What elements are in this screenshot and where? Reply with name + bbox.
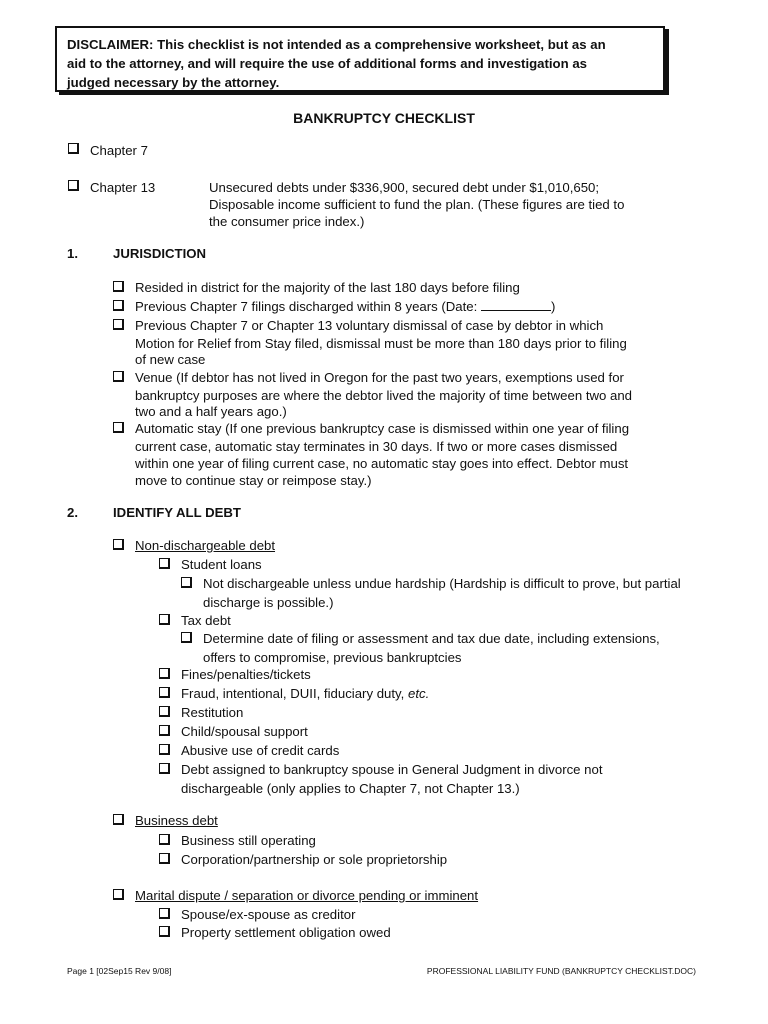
jurisdiction-checkbox-4[interactable] [113,371,124,382]
restitution-checkbox[interactable] [159,706,170,717]
disclaimer-line-2: aid to the attorney, and will require the use of additional forms and investigation as [67,56,588,71]
business-debt-checkbox[interactable] [113,814,124,825]
section1-number: 1. [67,246,78,261]
jurisdiction-item-3-line-1: Previous Chapter 7 or Chapter 13 voluntary dismissal of case by debtor in which [135,318,604,333]
jurisdiction-item-1: Resided in district for the majority of the last 180 days before filing [135,280,520,295]
business-operating-checkbox[interactable] [159,834,170,845]
chapter13-label: Chapter 13 [90,180,156,195]
property-settlement-checkbox[interactable] [159,926,170,937]
tax-debt-label: Tax debt [181,613,231,628]
assigned-debt-line-1: Debt assigned to bankruptcy spouse in General Judgment in divorce not [181,762,603,777]
chapter13-checkbox[interactable] [68,180,79,191]
footer-page-info: Page 1 [02Sep15 Rev 9/08] [67,966,172,976]
section2-number: 2. [67,505,78,520]
support-checkbox[interactable] [159,725,170,736]
fraud-text: Fraud, intentional, DUII, fiduciary duty, [181,686,405,701]
corporation-label: Corporation/partnership or sole proprietorship [181,852,448,867]
jurisdiction-item-5-line-2: current case, automatic stay terminates in 30 days. If two or more cases dismissed [135,439,618,454]
student-note-line-1: Not dischargeable unless undue hardship (Hardship is difficult to prove, but partial [203,576,681,591]
section2-title: IDENTIFY ALL DEBT [113,505,241,520]
student-loans-checkbox[interactable] [159,558,170,569]
jurisdiction-item-2-text: Previous Chapter 7 filings discharged within 8 years (Date: [135,299,478,314]
restitution-label: Restitution [181,705,244,720]
footer-document-name: PROFESSIONAL LIABILITY FUND (BANKRUPTCY CHECKLIST.DOC) [426,966,696,976]
jurisdiction-item-2-close: ) [550,299,556,314]
fines-checkbox[interactable] [159,668,170,679]
assigned-debt-line-2: dischargeable (only applies to Chapter 7, not Chapter 13.) [181,781,520,796]
chapter7-label: Chapter 7 [90,143,148,158]
jurisdiction-item-4-line-2: bankruptcy purposes are where the debtor lived the majority of time between two and [135,388,633,403]
tax-note-line-2: offers to compromise, previous bankruptcies [203,650,462,665]
business-operating-label: Business still operating [181,833,316,848]
spouse-creditor-checkbox[interactable] [159,908,170,919]
jurisdiction-checkbox-2[interactable] [113,300,124,311]
jurisdiction-checkbox-3[interactable] [113,319,124,330]
credit-label: Abusive use of credit cards [181,743,340,758]
jurisdiction-item-4-line-1: Venue (If debtor has not lived in Oregon for the past two years, exemptions used for [135,370,624,385]
nondischargeable-checkbox[interactable] [113,539,124,550]
assigned-debt-checkbox[interactable] [159,763,170,774]
disclaimer-line-1: DISCLAIMER: This checklist is not intended as a comprehensive worksheet, but as an [67,37,606,52]
jurisdiction-item-5-line-1: Automatic stay (If one previous bankruptcy case is dismissed within one year of filing [135,421,630,436]
jurisdiction-item-5-line-3: within one year of filing current case, no automatic stay goes into effect. Debtor must [135,456,629,471]
chapter13-desc-2: Disposable income sufficient to fund the plan. (These figures are tied to [209,197,625,212]
jurisdiction-item-4-line-3: two and a half years ago.) [135,404,287,419]
student-note-checkbox[interactable] [181,577,192,588]
fraud-etc: etc. [407,686,430,701]
tax-debt-checkbox[interactable] [159,614,170,625]
page-title: BANKRUPTCY CHECKLIST [293,110,475,126]
jurisdiction-checkbox-5[interactable] [113,422,124,433]
business-debt-label: Business debt [135,813,218,828]
tax-note-line-1: Determine date of filing or assessment and tax due date, including extensions, [203,631,660,646]
jurisdiction-item-5-line-4: move to continue stay or reimpose stay.) [135,473,372,488]
corporation-checkbox[interactable] [159,853,170,864]
nondischargeable-label: Non-dischargeable debt [135,538,276,553]
student-note-line-2: discharge is possible.) [203,595,334,610]
fraud-label [181,685,429,702]
credit-checkbox[interactable] [159,744,170,755]
property-settlement-label: Property settlement obligation owed [181,925,391,940]
chapter13-desc-3: the consumer price index.) [209,214,365,229]
student-loans-label: Student loans [181,557,262,572]
jurisdiction-item-2 [135,298,555,315]
date-blank-field[interactable] [481,299,551,311]
support-label: Child/spousal support [181,724,308,739]
chapter13-desc-1: Unsecured debts under $336,900, secured debt under $1,010,650; [209,180,600,195]
marital-label: Marital dispute / separation or divorce pending or imminent [135,888,479,903]
fines-label: Fines/penalties/tickets [181,667,311,682]
disclaimer-box [55,26,665,92]
chapter7-checkbox[interactable] [68,143,79,154]
marital-checkbox[interactable] [113,889,124,900]
jurisdiction-item-3-line-2: Motion for Relief from Stay filed, dismissal must be more than 180 days prior to filing [135,336,627,351]
disclaimer-line-3: judged necessary by the attorney. [67,75,280,90]
section1-title: JURISDICTION [113,246,207,261]
spouse-creditor-label: Spouse/ex-spouse as creditor [181,907,356,922]
tax-note-checkbox[interactable] [181,632,192,643]
fraud-checkbox[interactable] [159,687,170,698]
jurisdiction-item-3-line-3: of new case [135,352,206,367]
jurisdiction-checkbox-1[interactable] [113,281,124,292]
